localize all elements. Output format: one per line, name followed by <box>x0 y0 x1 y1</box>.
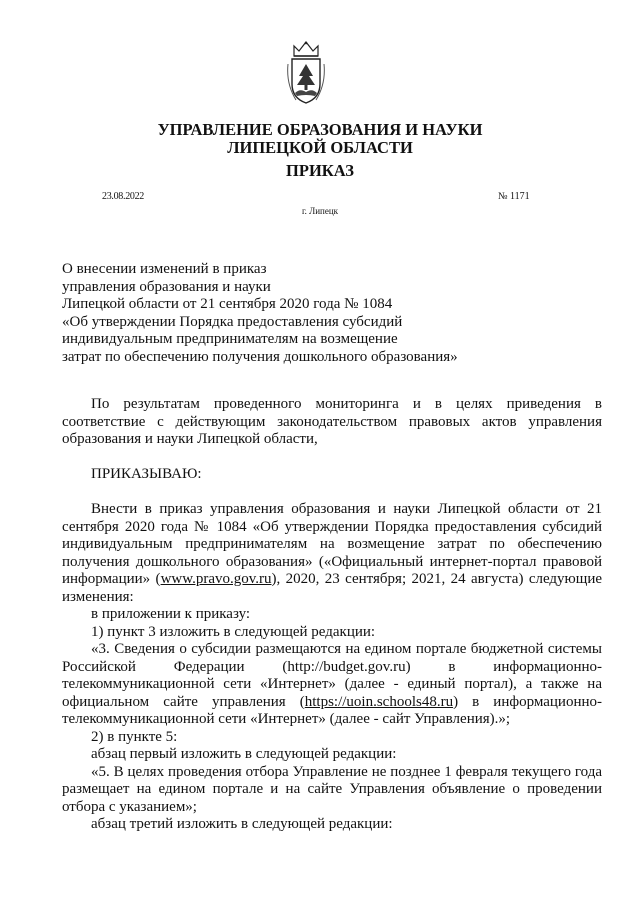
subject-line: индивидуальным предпринимателям на возмещение <box>62 331 398 347</box>
document-body <box>62 396 602 834</box>
quote-paragraph: «3. Сведения о субсидии размещаются на едином портале бюджетной системы Российской Федерации (http://budget.gov.ru) в информационно-телекоммуникационной сети «Интернет» (далее - единый портал), а также на официальном сайте управления (https://uoin.schools48.ru) в информационно-телекоммуникационной сети «Интернет» (далее - сайт Управления).»; <box>62 641 602 727</box>
coat-of-arms-emblem-icon <box>286 40 326 106</box>
list-item: 1) пункт 3 изложить в следующей редакции: <box>91 623 376 640</box>
document-number: № 1171 <box>498 191 530 202</box>
subject-line: Липецкой области от 21 сентября 2020 года № 1084 <box>62 296 393 312</box>
uoin-site-link[interactable]: https://uoin.schools48.ru <box>304 693 454 710</box>
main-order-paragraph: Внести в приказ управления образования и науки Липецкой области от 21 сентября 2020 года № 1084 «Об утверждении Порядка предоставления субсидий индивидуальным предпринимателям на возмещение затрат по обеспечению получения дошкольного образования» («Официальный интернет-портал правовой информации» (www.pravo.gov.ru), 2020, 23 сентября; 2021, 24 августа) следующие изменения: <box>62 501 602 605</box>
document-type: ПРИКАЗ <box>286 161 354 180</box>
organization-name-line2: ЛИПЕЦКОЙ ОБЛАСТИ <box>227 138 413 157</box>
subject-line: затрат по обеспечению получения дошкольного образования» <box>62 348 458 365</box>
document-city: г. Липецк <box>301 206 339 216</box>
quote-paragraph: «5. В целях проведения отбора Управление не позднее 1 февраля текущего года размещает на едином портале и на сайте Управления объявление о проведении отбора с указанием»; <box>62 763 602 815</box>
subject-line: О внесении изменений в приказ <box>62 261 267 277</box>
document-date: 23.08.2022 <box>102 191 145 202</box>
list-item: абзац первый изложить в следующей редакции: <box>91 746 397 762</box>
order-keyword: ПРИКАЗЫВАЮ: <box>91 466 202 482</box>
list-item: в приложении к приказу: <box>91 606 251 622</box>
pravo-link[interactable]: www.pravo.gov.ru <box>160 571 272 587</box>
document-subject <box>62 261 582 366</box>
subject-line: «Об утверждении Порядка предоставления субсидий <box>62 313 403 330</box>
subject-line: управления образования и науки <box>62 278 271 295</box>
preamble-paragraph: По результатам проведенного мониторинга и в целях приведения в соответствие с действующим законодательством правовых актов управления образования и науки Липецкой области, <box>62 396 602 447</box>
list-item: 2) в пункте 5: <box>91 728 178 745</box>
organization-name-line1: УПРАВЛЕНИЕ ОБРАЗОВАНИЯ И НАУКИ <box>157 120 483 139</box>
list-item: абзац третий изложить в следующей редакции: <box>91 816 393 832</box>
